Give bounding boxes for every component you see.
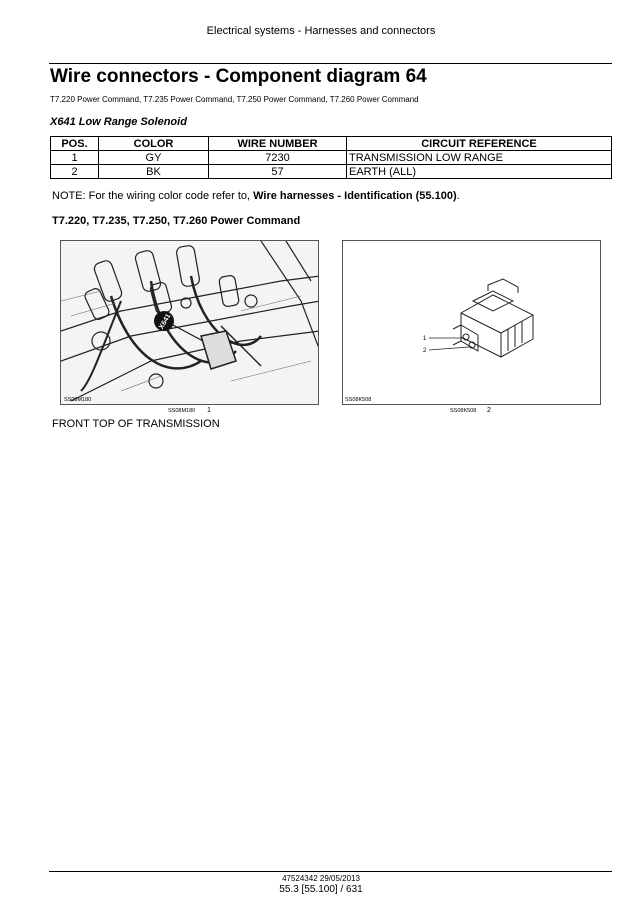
cell-circuit-reference: EARTH (ALL) (347, 165, 612, 179)
figure2-code: SS08K508 (345, 397, 372, 403)
note-reference-link[interactable]: Wire harnesses - Identification (55.100) (253, 190, 457, 202)
table-header-row (51, 137, 612, 151)
cell-pos: 1 (51, 151, 99, 165)
figure1-caption-code: SS08M180 (168, 408, 196, 414)
model-list: T7.220 Power Command, T7.235 Power Command, T7.250 Power Command, T7.260 Power Command (50, 95, 419, 104)
pin-1-label: 1 (423, 336, 427, 342)
figure-heading: T7.220, T7.235, T7.250, T7.260 Power Command (52, 215, 301, 227)
figure1-number: 1 (207, 407, 211, 414)
footer-page-number: 55.3 [55.100] / 631 (279, 884, 363, 895)
cell-color: GY (99, 151, 209, 165)
cell-color: BK (99, 165, 209, 179)
cell-wire-number: 7230 (209, 151, 347, 165)
connector-illustration (343, 241, 601, 405)
header-rule (49, 63, 612, 64)
table-row (51, 151, 612, 165)
col-header-pos: POS. (51, 137, 99, 151)
col-header-wire-number: WIRE NUMBER (209, 137, 347, 151)
cell-wire-number: 57 (209, 165, 347, 179)
figure1-code: SS08M180 (64, 397, 92, 403)
footer-document-number: 47524342 29/05/2013 (282, 874, 360, 883)
wire-table (50, 136, 612, 179)
wiring-note (52, 190, 460, 202)
figure1-description: FRONT TOP OF TRANSMISSION (52, 418, 220, 430)
table-row (51, 165, 612, 179)
figure2-number: 2 (487, 407, 491, 414)
callout-x641: X641 (158, 312, 173, 331)
transmission-illustration (61, 241, 319, 405)
col-header-color: COLOR (99, 137, 209, 151)
cell-pos: 2 (51, 165, 99, 179)
footer-rule (49, 871, 612, 872)
cell-circuit-reference: TRANSMISSION LOW RANGE (347, 151, 612, 165)
connector-title: X641 Low Range Solenoid (50, 116, 187, 128)
transmission-photo (60, 240, 319, 405)
page-title: Wire connectors - Component diagram 64 (50, 66, 427, 87)
pin-2-label: 2 (423, 348, 427, 354)
col-header-circuit-reference: CIRCUIT REFERENCE (347, 137, 612, 151)
section-header-title: Electrical systems - Harnesses and connectors (206, 25, 436, 37)
connector-drawing (342, 240, 601, 405)
note-suffix: . (456, 190, 460, 202)
note-prefix: NOTE: For the wiring color code refer to, (52, 190, 254, 202)
figure2-caption-code: SS08K508 (450, 408, 477, 414)
